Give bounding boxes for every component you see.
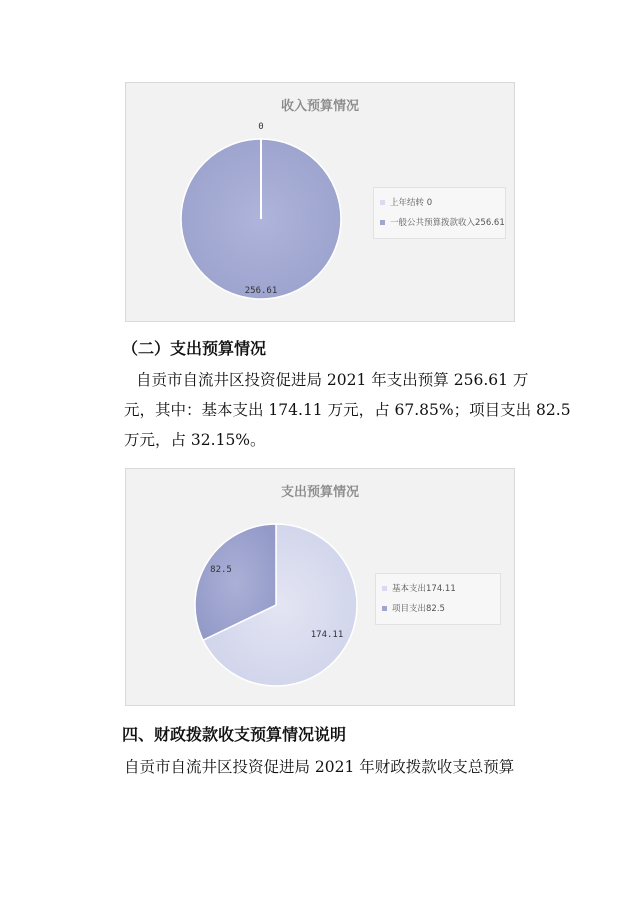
data-label-basic-expense: 174.11: [310, 630, 344, 640]
data-label-carryover: 0: [258, 122, 264, 132]
section4-paragraph: [124, 752, 564, 782]
section-heading-expense: （二）支出预算情况: [122, 339, 267, 358]
chart-title: 支出预算情况: [280, 485, 359, 500]
income-legend: [373, 187, 506, 239]
income-chart: [125, 82, 515, 322]
legend-item-general-budget: [380, 212, 505, 232]
expense-chart: [125, 468, 515, 706]
legend-item-basic-expense: [382, 578, 494, 598]
chart-title: 收入预算情况: [280, 99, 359, 114]
paragraph-line: 元，其中：基本支出 174.11 万元，占 67.85%；项目支出 82.5: [124, 401, 571, 419]
paragraph-line: 自贡市自流井区投资促进局 2021 年支出预算 256.61 万: [136, 371, 529, 389]
section2-paragraph: [124, 365, 571, 455]
legend-label: 项目支出82.5: [392, 604, 445, 614]
legend-swatch: [380, 220, 385, 225]
data-label-project-expense: 82.5: [210, 565, 232, 575]
expense-legend: [375, 573, 501, 625]
legend-item-carryover: [380, 192, 499, 212]
legend-item-project-expense: [382, 598, 494, 618]
section-heading-fiscal: 四、财政拨款收支预算情况说明: [122, 725, 347, 744]
paragraph-line: 万元，占 32.15%。: [124, 431, 266, 449]
legend-label: 上年结转 0: [390, 198, 433, 208]
legend-swatch: [382, 606, 387, 611]
legend-swatch: [380, 200, 385, 205]
data-label-general-budget: 256.61: [244, 286, 278, 296]
legend-label: 基本支出174.11: [392, 584, 456, 594]
legend-swatch: [382, 586, 387, 591]
legend-label: 一般公共预算拨款收入256.61: [390, 218, 505, 228]
paragraph-line: 自贡市自流井区投资促进局 2021 年财政拨款收支总预算: [124, 758, 515, 776]
